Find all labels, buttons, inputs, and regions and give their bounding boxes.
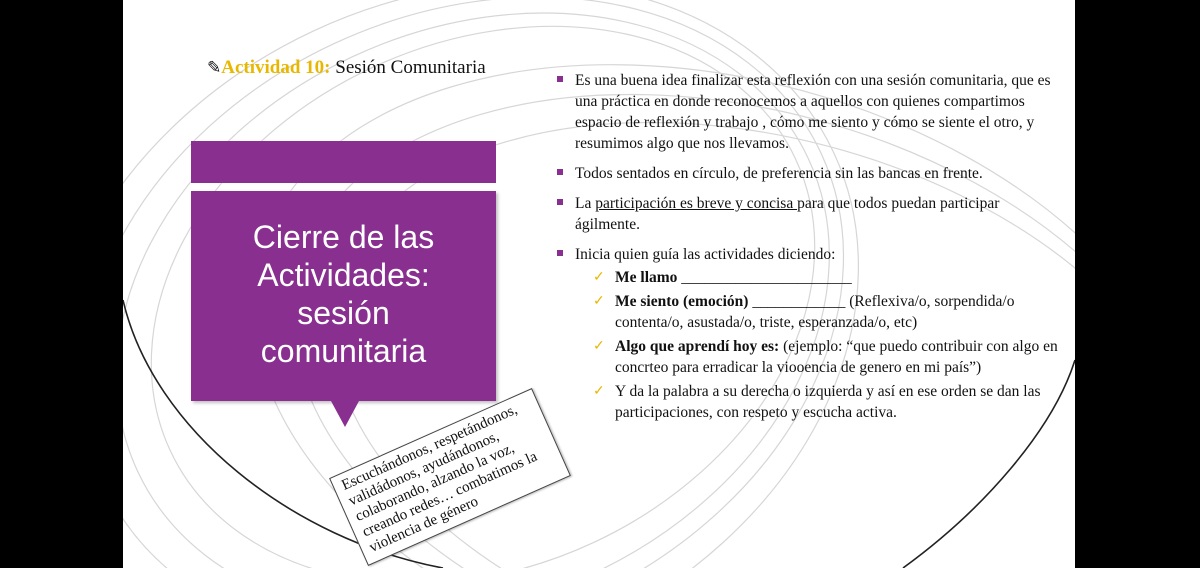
sub-item-bold: Me llamo (615, 269, 678, 286)
check-icon: ✓ (593, 339, 605, 354)
check-icon: ✓ (593, 294, 605, 309)
callout-line-4: comunitaria (260, 333, 427, 369)
bullet-item (555, 70, 1065, 154)
sub-item-bold: Me siento (emoción) (615, 293, 749, 310)
sub-item-bold: Algo que aprendí hoy es: (615, 338, 780, 355)
bullet-list (555, 70, 1065, 423)
bullet-item (555, 244, 1065, 265)
callout-line-2: Actividades: (257, 257, 430, 293)
square-bullet-icon (557, 169, 563, 175)
check-icon: ✓ (593, 384, 605, 399)
square-bullet-icon (557, 76, 563, 82)
callout-line-3: sesión (297, 295, 390, 331)
bullet-text-pre: La (575, 195, 596, 212)
sub-item-text: Y da la palabra a su derecha o izquierda y así en ese orden se dan las participaciones, con respeto y escucha activa. (615, 383, 1041, 421)
sub-item (555, 291, 1065, 333)
callout-tail (331, 401, 359, 427)
bullet-item (555, 163, 1065, 184)
square-bullet-icon (557, 250, 563, 256)
bullet-text: Todos sentados en círculo, de preferencia sin las bancas en frente. (575, 165, 983, 182)
activity-name: Sesión Comunitaria (335, 57, 486, 78)
sub-item (555, 267, 1065, 288)
activity-title (207, 57, 486, 79)
sub-item (555, 336, 1065, 378)
sub-item-text: (ejemplo: “que puedo contribuir con algo en concrteo para erradicar la viooencia de genero en mi país”) (615, 338, 1058, 376)
bullet-text: Inicia quien guía las actividades diciendo: (575, 246, 836, 263)
slide (123, 0, 1075, 568)
bullet-text-post: para que todos puedan participar ágilmente. (575, 195, 1000, 233)
callout-heading (191, 218, 496, 370)
sub-item-text: ____________ (Reflexiva/o, sorpendida/o contenta/o, asustada/o, triste, esperanzada/o, etc) (615, 293, 1015, 331)
pencil-icon: ✎ (207, 58, 222, 77)
activity-label: Actividad 10: (221, 57, 331, 78)
bullet-text: Es una buena idea finalizar esta reflexión con una sesión comunitaria, que es una práctica en donde reconocemos a aquellos con quienes compartimos espacio de reflexión y trabajo , cómo me siento y cómo se siente el otro, y resumimos algo que nos llevamos. (575, 72, 1051, 152)
callout-line-1: Cierre de las (252, 219, 435, 255)
bullet-item (555, 193, 1065, 235)
bullet-text-underlined: participación es breve y concisa (595, 195, 798, 212)
check-icon: ✓ (593, 270, 605, 285)
note-text: Escuchándonos, respetándonos, validádonos, ayudándonos, colaborando, alzando la voz, creando redes… combatimos la violencia de género (339, 401, 540, 556)
purple-header-bar (191, 141, 496, 183)
sub-item (555, 381, 1065, 423)
sub-item-text: ______________________ (677, 269, 852, 286)
square-bullet-icon (557, 199, 563, 205)
